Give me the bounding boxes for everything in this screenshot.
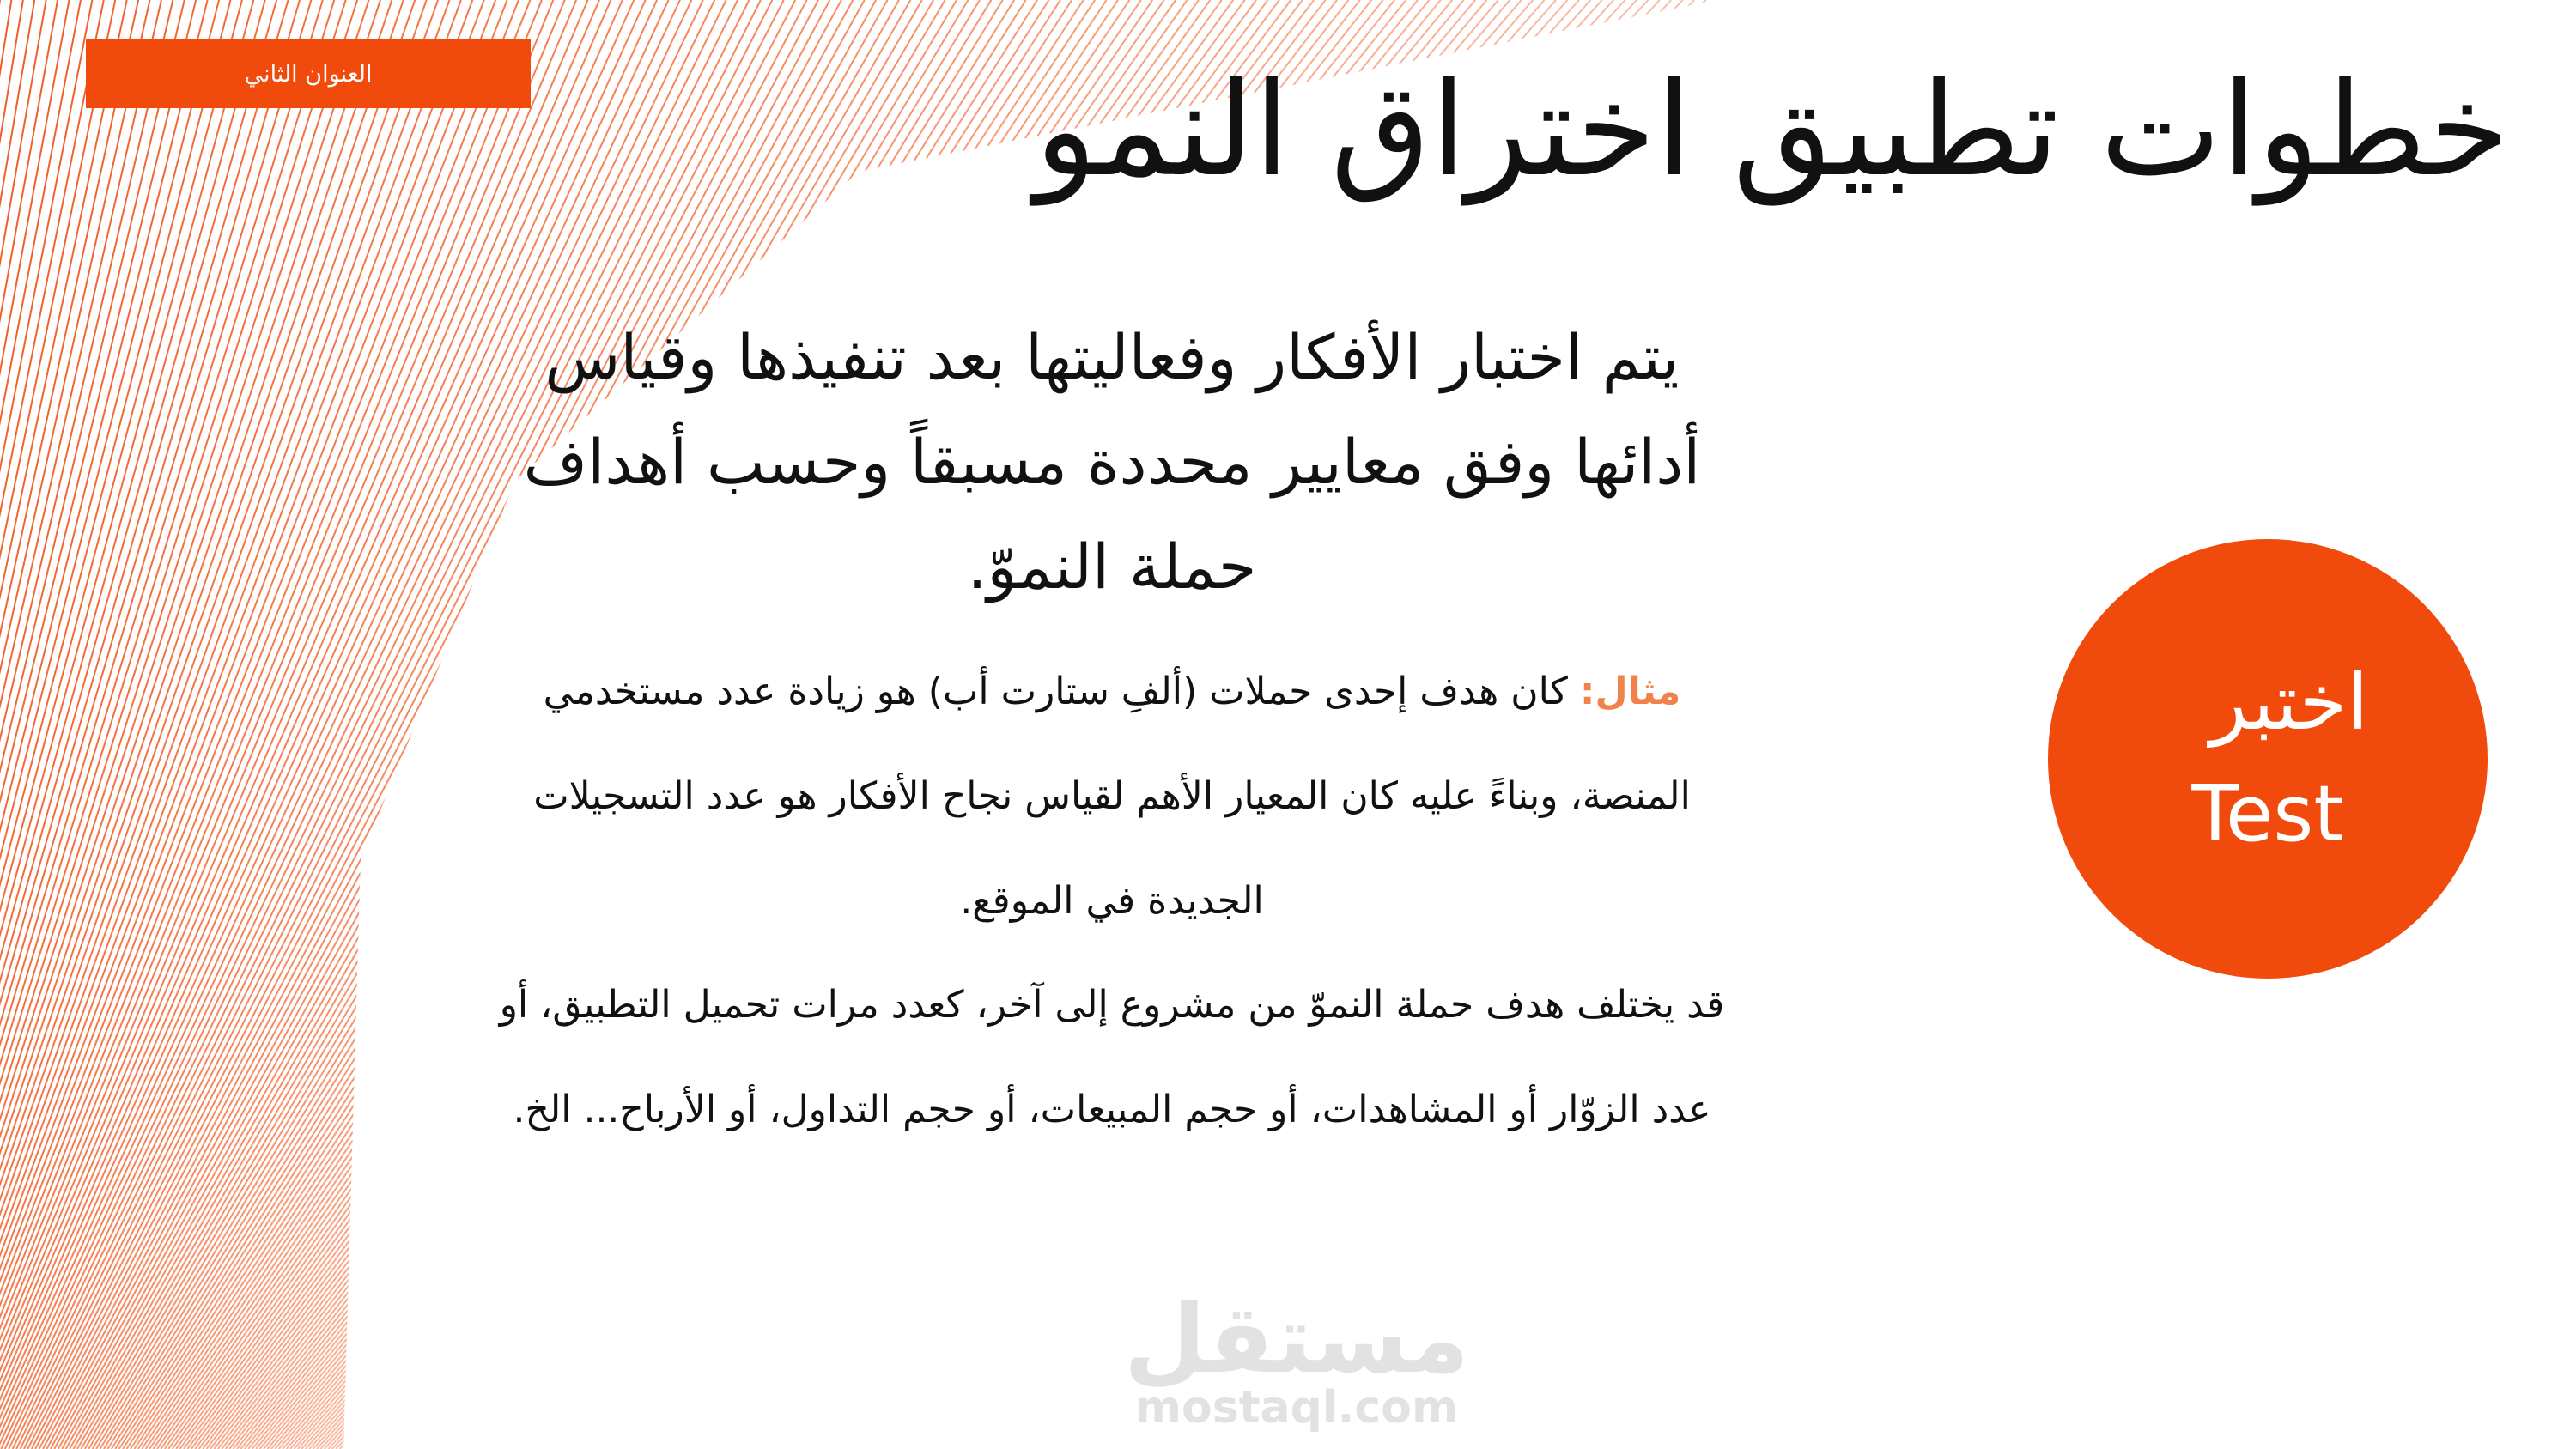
intro-paragraph: يتم اختبار الأفكار وفعاليتها بعد تنفيذها وقياس أدائها وفق معايير محددة مسبقاً وحسب أهداف حملة النموّ. (523, 321, 1701, 603)
test-button-label-ar: اختبر (2209, 658, 2369, 748)
test-button[interactable] (2048, 539, 2488, 979)
page-title: خطوات تطبيق اختراق النمو (1035, 56, 2509, 205)
section-label: العنوان الثاني (86, 39, 531, 108)
test-button-label-en: Test (2191, 769, 2344, 859)
watermark-logo: مستقل (1123, 1284, 1470, 1394)
watermark (1116, 1284, 1477, 1442)
example-paragraph (481, 640, 1743, 954)
example-label: مثال: (1579, 670, 1681, 713)
note-paragraph: قد يختلف هدف حملة النموّ من مشروع إلى آخر، كعدد مرات تحميل التطبيق، أو عدد الزوّار أو المشاهدات، أو حجم المبيعات، أو حجم التداول، أو الأرباح... الخ. (499, 983, 1725, 1131)
watermark-url: mostaql.com (1134, 1382, 1459, 1434)
example-text: كان هدف إحدى حملات (ألفِ ستارت أب) هو زيادة عدد مستخدمي المنصة، وبناءً عليه كان المعيار الأهم لقياس نجاح الأفكار هو عدد التسجيلات الجديدة في الموقع. (533, 670, 1691, 923)
